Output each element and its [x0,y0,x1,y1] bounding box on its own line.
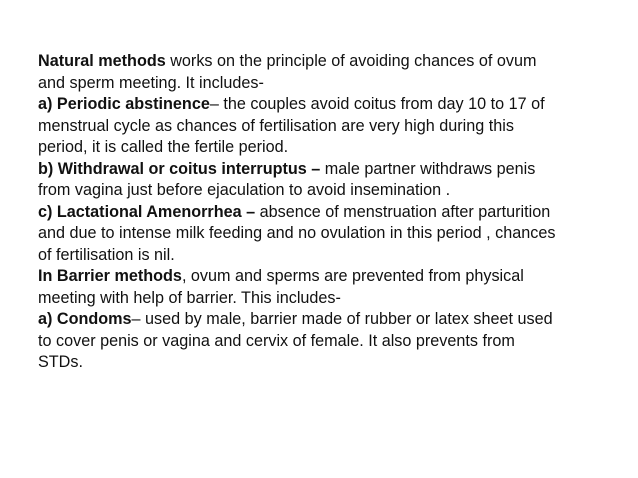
text-line [38,266,618,288]
bold-text-segment: In Barrier methods [38,267,182,285]
text-line [38,331,618,353]
bold-text-segment: c) Lactational Amenorrhea – [38,202,256,221]
text-segment: absence of menstruation after parturition [255,202,551,221]
text-segment: works on the principle of avoiding chances of ovum [165,52,537,70]
text-segment: – used by male, barrier made of rubber or latex sheet used [131,310,553,328]
text-line [38,137,618,159]
text-segment: period, it is called the fertile period. [38,138,289,156]
bold-text-segment: a) Condoms [38,310,132,328]
text-segment: menstrual cycle as chances of fertilisation are very high during this [38,116,514,135]
bold-text-segment: Natural methods [38,52,166,70]
text-line [38,288,618,310]
text-segment: , ovum and sperms are prevented from physical [181,267,524,285]
text-segment: of fertilisation is nil. [38,245,175,264]
text-line [38,94,618,116]
text-line [38,245,618,267]
text-segment: meeting with help of barrier. This includes- [38,288,341,307]
slide-body-text [38,51,618,374]
text-line [38,180,618,202]
text-line [38,352,618,374]
text-segment: and sperm meeting. It includes- [38,73,264,92]
text-line [38,116,618,138]
text-segment: male partner withdraws penis [320,159,536,178]
text-line [38,73,618,95]
text-line [38,159,618,181]
bold-text-segment: a) Periodic abstinence [38,95,210,113]
text-line [38,309,618,331]
text-segment: and due to intense milk feeding and no ovulation in this period , chances [38,224,556,242]
text-segment: STDs. [38,353,83,371]
text-segment: – the couples avoid coitus from day 10 to 17 of [209,95,545,113]
text-line [38,202,618,224]
text-segment: from vagina just before ejaculation to avoid insemination . [38,181,451,199]
text-segment: to cover penis or vagina and cervix of female. It also prevents from [38,331,515,350]
text-line [38,223,618,245]
text-line [38,51,618,73]
bold-text-segment: b) Withdrawal or coitus interruptus – [38,159,321,178]
